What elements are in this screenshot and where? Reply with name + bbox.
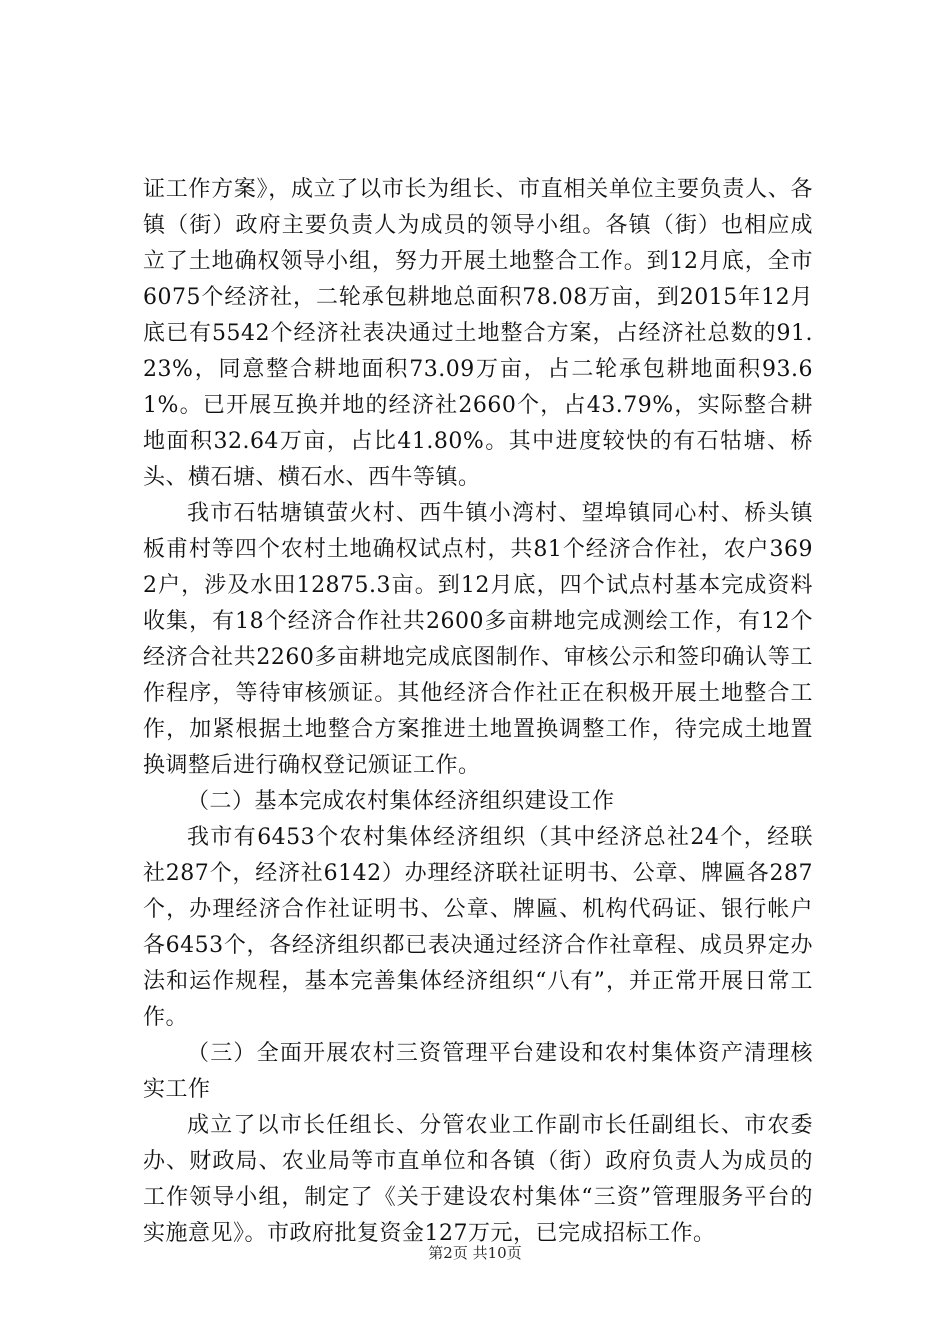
body-paragraph: 成立了以市长任组长、分管农业工作副市长任副组长、市农委办、财政局、农业局等市直单位和各镇（街）政府负责人为成员的工作领导小组，制定了《关于建设农村集体“三资”管理服务平台的实施意见》。市政府批复资金127万元，已完成招标工作。 [143, 1113, 813, 1246]
body-paragraph: 证工作方案》，成立了以市长为组长、市直相关单位主要负责人、各镇（街）政府主要负责人为成员的领导小组。各镇（街）也相应成立了土地确权领导小组，努力开展土地整合工作。到12月底，全市6075个经济社，二轮承包耕地总面积78.08万亩，到2015年12月底已有5542个经济社表决通过土地整合方案，占经济社总数的91.23%，同意整合耕地面积73.09万亩，占二轮承包耕地面积93.61%。已开展互换并地的经济社2660个，占43.79%，实际整合耕地面积32.64万亩，占比41.80%。其中进度较快的有石牯塘、桥头、横石塘、横石水、西牛等镇。 [143, 177, 813, 490]
section-heading: （二）基本完成农村集体经济组织建设工作 [187, 789, 615, 814]
body-paragraph: 我市石牯塘镇萤火村、西牛镇小湾村、望埠镇同心村、桥头镇板甫村等四个农村土地确权试点村，共81个经济合作社，农户3692户，涉及水田12875.3亩。到12月底，四个试点村基本完成资料收集，有18个经济合作社共2600多亩耕地完成测绘工作，有12个经济合社共2260多亩耕地完成底图制作、审核公示和签印确认等工作程序，等待审核颁证。其他经济合作社正在积极开展土地整合工作，加紧根据土地整合方案推进土地置换调整工作，待完成土地置换调整后进行确权登记颁证工作。 [143, 501, 813, 778]
section-heading: （三）全面开展农村三资管理平台建设和农村集体资产清理核实工作 [143, 1041, 813, 1102]
body-paragraph: 我市有6453个农村集体经济组织（其中经济总社24个，经联社287个，经济社6142）办理经济联社证明书、公章、牌匾各287个，办理经济合作社证明书、公章、牌匾、机构代码证、银行帐户各6453个，各经济组织都已表决通过经济合作社章程、成员界定办法和运作规程，基本完善集体经济组织“八有”，并正常开展日常工作。 [143, 825, 813, 1030]
page-number-footer: 第2页 共10页 [428, 1244, 522, 1262]
document-body [143, 172, 813, 1252]
